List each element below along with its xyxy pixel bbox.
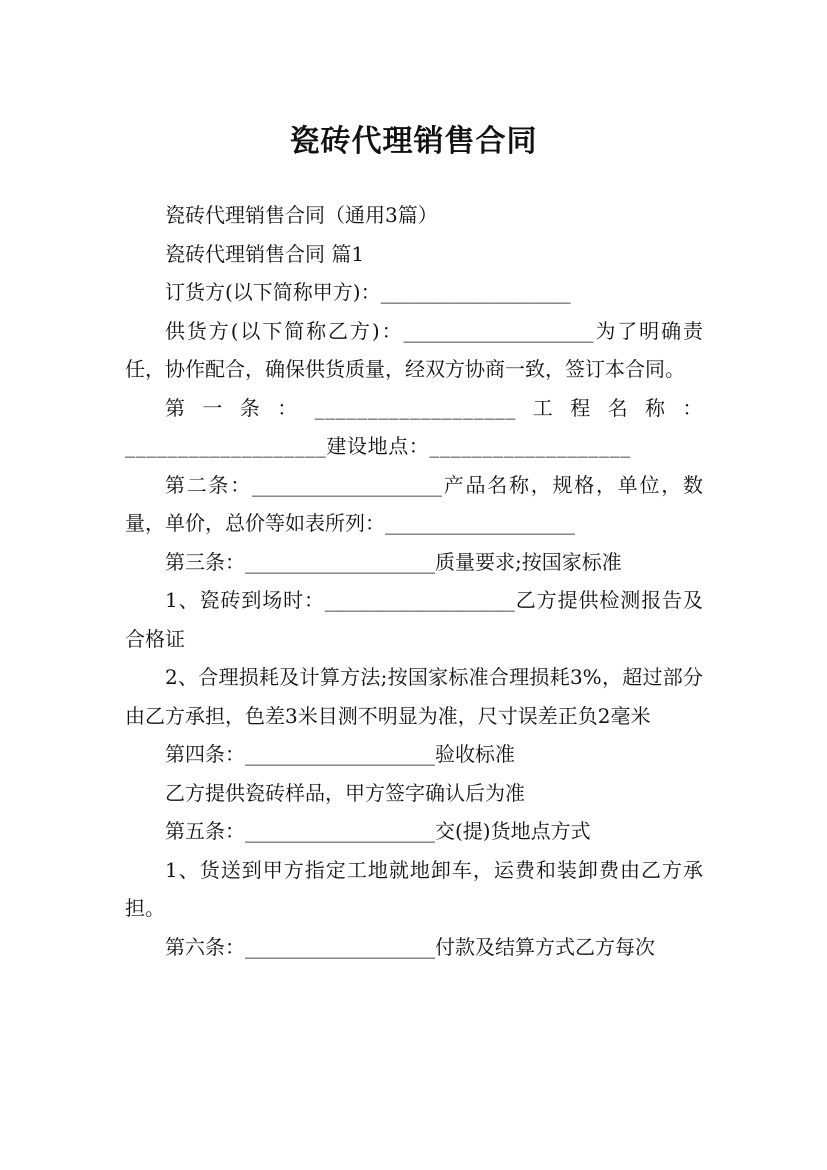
loss-calculation-paragraph: 2、合理损耗及计算方法;按国家标准合理损耗3%，超过部分由乙方承担，色差3米目测不明显为准，尺寸误差正负2毫米 xyxy=(125,665,703,728)
article-five-paragraph: 第五条：___________________交(提)货地点方式 xyxy=(165,819,591,843)
article-four-paragraph: 第四条：___________________验收标准 xyxy=(165,742,515,766)
article-two-paragraph: 第二条：___________________产品名称，规格，单位，数量，单价，总价等如表所列：___________________ xyxy=(125,472,703,535)
article-one-paragraph: 第一条：___________________工程名称：___________________建设地点：___________________ xyxy=(125,395,703,458)
subtitle-paragraph: 瓷砖代理销售合同（通用3篇） xyxy=(165,203,438,227)
delivery-terms-paragraph: 1、货送到甲方指定工地就地卸车，运费和装卸费由乙方承担。 xyxy=(125,857,703,920)
section-heading: 瓷砖代理销售合同 篇1 xyxy=(165,241,365,266)
article-three-paragraph: 第三条：___________________质量要求;按国家标准 xyxy=(165,549,622,574)
delivery-inspection-paragraph: 1、瓷砖到场时：___________________乙方提供检测报告及合格证 xyxy=(125,588,703,651)
ordering-party-line: 订货方(以下简称甲方)：___________________ xyxy=(165,280,571,304)
document-body xyxy=(125,196,703,966)
sample-confirmation-paragraph: 乙方提供瓷砖样品，甲方签字确认后为准 xyxy=(165,780,525,805)
article-six-paragraph: 第六条：___________________付款及结算方式乙方每次 xyxy=(165,934,655,959)
supplier-party-paragraph: 供货方(以下简称乙方)：___________________为了明确责任，协作配合，确保供货质量，经双方协商一致，签订本合同。 xyxy=(125,318,703,381)
document-title: 瓷砖代理销售合同 xyxy=(289,124,538,160)
